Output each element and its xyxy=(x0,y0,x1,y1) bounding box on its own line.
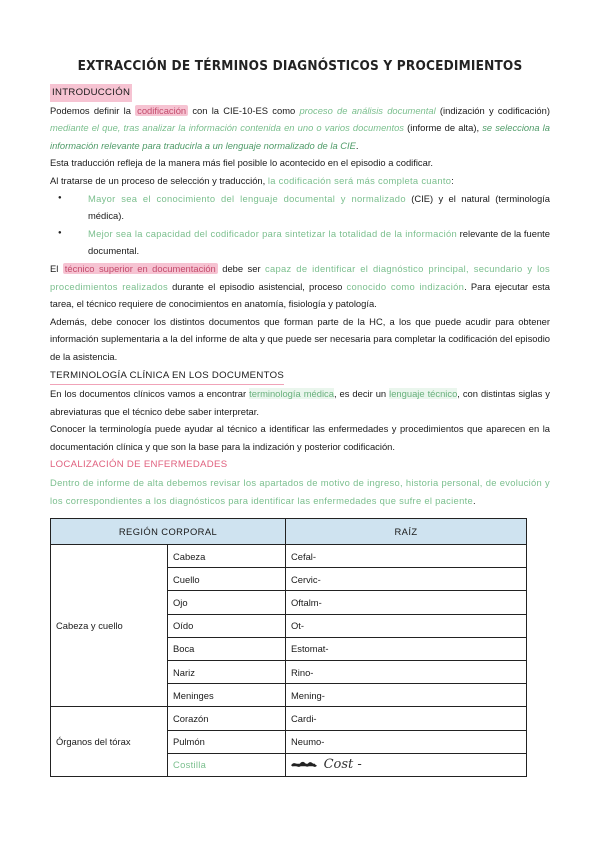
root-cell: Rino- xyxy=(286,660,527,683)
intro-paragraph-2: Esta traducción refleja de la manera más fiel posible lo acontecido en el episodio a codificar. xyxy=(50,157,434,169)
part-cell: Cuello xyxy=(168,568,286,591)
list-item: ● Mejor sea la capacidad del codificador para sintetizar la totalidad de la información relevante de la fuente documental. xyxy=(50,225,550,260)
highlight-tecnico: técnico superior en documentación xyxy=(64,262,216,274)
document-title: EXTRACCIÓN DE TÉRMINOS DIAGNÓSTICOS Y PROCEDIMIENTOS xyxy=(77,58,523,74)
region-organos-torax: Órganos del tórax xyxy=(51,707,168,777)
document-body xyxy=(50,83,550,509)
localization-heading: LOCALIZACIÓN DE ENFERMEDADES xyxy=(50,459,228,471)
intro-paragraph-3: Al tratarse de un proceso de selección y traducción, la codificación será más completa cuanto: xyxy=(50,174,454,186)
table-header-row xyxy=(51,519,527,545)
root-cell: Mening- xyxy=(286,684,527,707)
part-cell: Ojo xyxy=(168,591,286,614)
intro-paragraph-1: Podemos definir la codificación con la CIE-10-ES como proceso de análisis documental (indización y codificación) mediante el que, tras analizar la información contenida en uno o varios documentos (informe de alta), se selecciona la información relevante para traducirla a un lenguaje normalizado de la CIE. xyxy=(50,104,550,151)
part-cell: Boca xyxy=(168,637,286,660)
terminology-paragraph-1: En los documentos clínicos vamos a encontrar terminología médica, es decir un lenguaje técnico, con distintas siglas y abreviaturas que el técnico debe saber interpretar. xyxy=(50,388,550,417)
root-cell: Cefal- xyxy=(286,545,527,568)
root-cell: Oftalm- xyxy=(286,591,527,614)
intro-paragraph-5: Además, debe conocer los distintos documentos que forman parte de la HC, a los que puede acudir para obtener información suplementaria a la del informe de alta y que puede ser necesaria para completar la codificación del episodio de la asistencia. xyxy=(50,315,550,362)
table-row xyxy=(51,707,527,730)
roots-table xyxy=(50,518,527,777)
handwritten-root: Cost - xyxy=(323,757,362,773)
list-item: ● Mayor sea el conocimiento del lenguaje documental y normalizado (CIE) y el natural (terminología médica). xyxy=(50,190,550,225)
part-cell: Costilla xyxy=(168,753,286,776)
part-cell: Meninges xyxy=(168,684,286,707)
root-cell: Ot- xyxy=(286,614,527,637)
intro-heading: INTRODUCCIÓN xyxy=(50,84,132,102)
part-cell: Oído xyxy=(168,614,286,637)
table-row xyxy=(51,545,527,568)
terminology-heading: TERMINOLOGÍA CLÍNICA EN LOS DOCUMENTOS xyxy=(50,367,284,386)
root-cell: Cardi- xyxy=(286,707,527,730)
intro-paragraph-4: El técnico superior en documentación debe ser capaz de identificar el diagnóstico principal, secundario y los procedimientos realizados durante el episodio asistencial, proceso conocido como indización. Para ejecutar esta tarea, el técnico requiere de conocimientos en anatomía, fisiología y patología. xyxy=(50,262,551,310)
localization-paragraph-1: Dentro de informe de alta debemos revisar los apartados de motivo de ingreso, historia personal, de evolución y los correspondientes a los diagnósticos para identificar las enfermedades que sufre el paciente. xyxy=(50,477,550,506)
header-region: REGIÓN CORPORAL xyxy=(51,519,286,545)
highlight-codificacion: codificación xyxy=(137,104,187,116)
part-cell: Cabeza xyxy=(168,545,286,568)
root-cell: Estomat- xyxy=(286,637,527,660)
part-cell: Nariz xyxy=(168,660,286,683)
intro-bullet-list xyxy=(50,190,550,260)
header-root: RAÍZ xyxy=(286,519,527,545)
region-cabeza-cuello: Cabeza y cuello xyxy=(51,545,168,707)
terminology-paragraph-2: Conocer la terminología puede ayudar al técnico a identificar las enfermedades y procedimientos que aparecen en la documentación clínica y que son la base para la indización y posterior codificación. xyxy=(50,423,550,452)
scribble-mark xyxy=(291,759,317,771)
root-cell: Neumo- xyxy=(286,730,527,753)
root-cell-handwritten xyxy=(286,753,527,776)
part-cell: Pulmón xyxy=(168,730,286,753)
root-cell: Cervic- xyxy=(286,568,527,591)
part-cell: Corazón xyxy=(168,707,286,730)
